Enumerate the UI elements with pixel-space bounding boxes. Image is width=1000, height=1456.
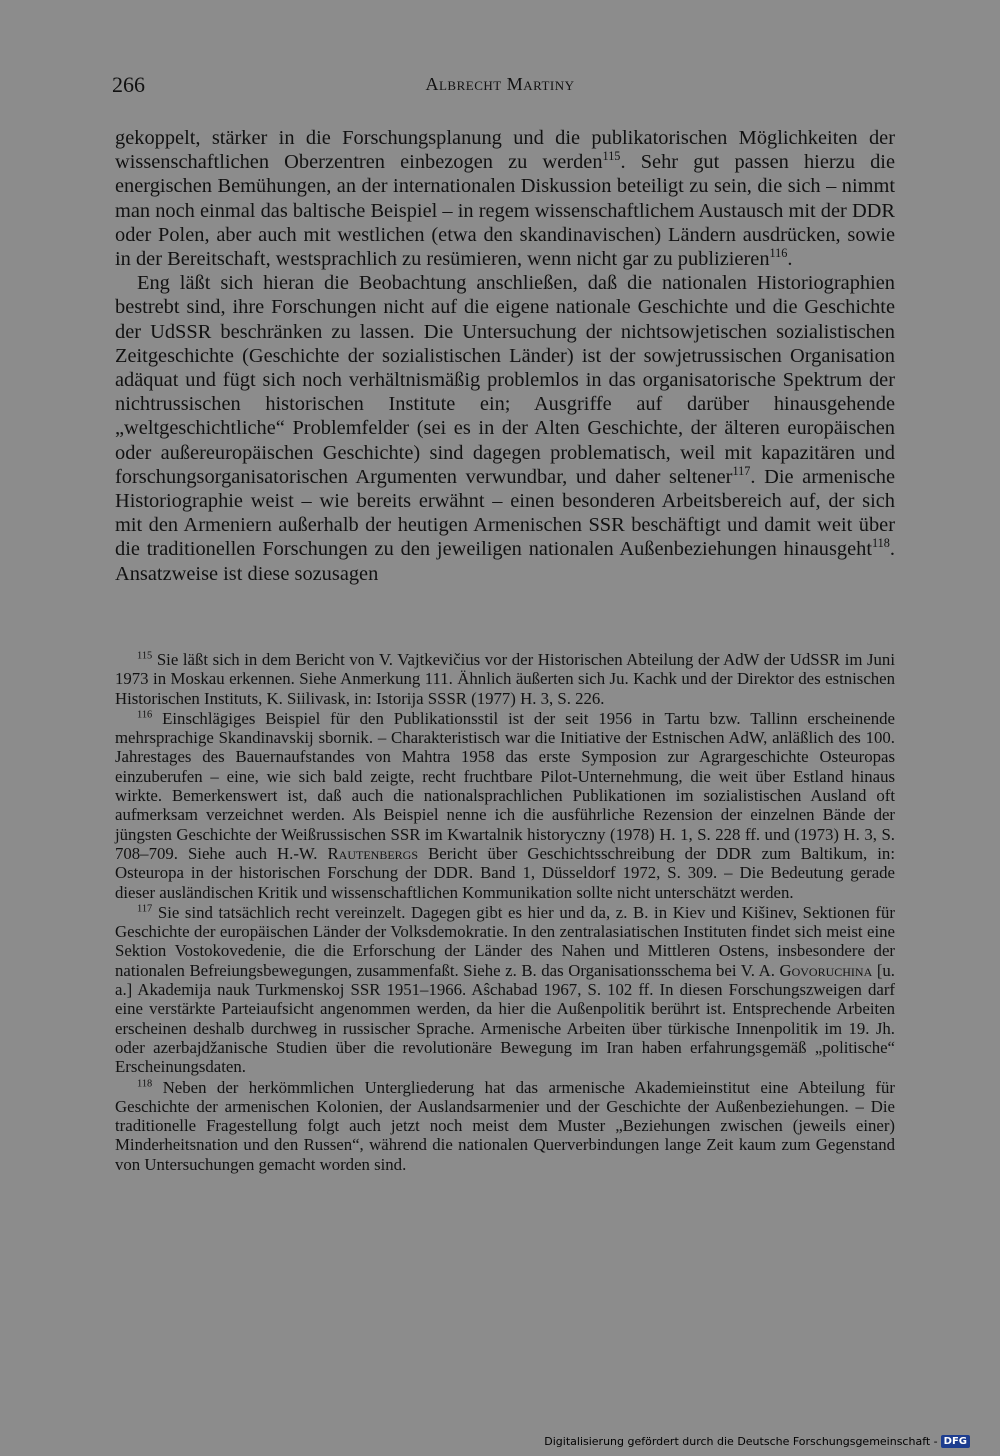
footnote-text: [u. a.] Akademija nauk Turkmenskoj SSR 1951–1966. Aŝchabad 1967, S. 102 ff. In diesen Forschungszweigen darf eine verstärkte Parteiaufsicht angenommen werden, da hier die Außenpolitik berührt ist. Entsprechende Arbeiten erscheinen deshalb durchweg in russischer Sprache. Armenische Arbeiten über türkische Innenpolitik im 19. Jh. oder azerbajdžanische Studien über die revolutionäre Bewegung im Iran haben erfahrungsgemäß „politische“ Erscheinungsdaten. <box>115 960 896 1077</box>
footnote-text: Sie läßt sich in dem Bericht von V. Vajtkevičius vor der Historischen Abteilung der AdW der UdSSR im Juni 1973 in Moskau erkennen. Siehe Anmerkung 111. Ähnlich äußerten sich Ju. Kachk und der Direktor des estnischen Historischen Instituts, K. Siilivask, in: Istorija SSSR (1977) H. 3, S. 226. <box>115 650 895 708</box>
footnote-ref-117[interactable]: 117 <box>732 464 751 479</box>
footnote-text: Bericht über Geschichtsschreibung der DDR zum Baltikum, in: Osteuropa in der historischen Forschung der DDR. Band 1, Düsseldorf 1972, S. 309. – Die Bedeutung gerade dieser ausländischen Kritik und wissenschaftlichen Kommunikation sollte nicht unterschätzt werden. <box>115 843 895 902</box>
footnote-ref-116[interactable]: 116 <box>769 246 788 261</box>
footnote-text: Einschlägiges Beispiel für den Publikationsstil ist der seit 1956 in Tartu bzw. Tallinn erscheinende mehrsprachige Skandinavskij sbornik. – Charakteristisch war die Initiative der Estnischen AdW, anläßlich des 100. Jahrestages des Bauernaufstandes von Mahtra 1958 das erste Symposion zur Agrargeschichte Osteuropas einzuberufen – eine, wie sich bald zeigte, recht fruchtbare Pilot-Unternehmung, die weit über Estland hinaus wirkte. Bemerkenswert ist, daß auch die nationalsprachlichen Publikationen im sozialistischen Ausland oft aufmerksam verzeichnet werden. Als Beispiel nenne ich die ausführliche Rezension der einzelnen Bände der jüngsten Geschichte der Weißrussischen SSR im Kwartalnik historyczny (1978) H. 1, S. 228 ff. und (1973) H. 3, S. 708–709. Siehe auch H.-W. <box>115 708 895 863</box>
footnote-text: Neben der herkömmlichen Untergliederung hat das armenische Akademieinstitut eine Abteilung für Geschichte der armenischen Kolonien, der Auslandsarmenier und der Geschichte der Außenbeziehungen. – Die traditionelle Fragestellung folgt auch jetzt noch meist dem Muster „Beziehungen zwischen (jeweils einer) Minderheitsnation und den Russen“, während die nationalen Querverbindungen lange Zeit kaum zum Gegenstand von Untersuchungen gemacht worden sind. <box>115 1077 895 1174</box>
paragraph-text: gekoppelt, stärker in die Forschungsplanung und die publikatorischen Möglichkeiten der wissenschaftlichen Oberzentren einbezogen zu werden <box>115 127 895 174</box>
footnote-ref-115[interactable]: 115 <box>602 149 621 164</box>
footnote-117 <box>115 903 895 1077</box>
footnote-118 <box>115 1078 895 1174</box>
footnote-number: 116 <box>137 709 153 721</box>
page-number: 266 <box>112 72 145 97</box>
paragraph-text: . Die armenische Historiographie weist – wie bereits erwähnt – einen besonderen Arbeitsbereich auf, der sich mit den Armeniern außerhalb der heutigen Armenischen SSR beschäftigt und damit weit über die traditionellen Forschungen zu den jeweiligen nationalen Außenbeziehungen hinausgeht <box>115 465 896 561</box>
running-head: Albrecht Martiny <box>425 74 575 94</box>
paragraph-1 <box>115 126 895 271</box>
paragraph-2 <box>115 271 895 586</box>
author-name: Govoruchina <box>779 960 873 980</box>
footnote-ref-118[interactable]: 118 <box>871 536 890 551</box>
dfg-logo-icon: DFG <box>941 1435 970 1448</box>
footnote-116 <box>115 709 895 902</box>
paragraph-text: . <box>787 248 793 271</box>
author-name: Rautenbergs <box>327 843 419 863</box>
footnote-text: Sie sind tatsächlich recht vereinzelt. Dagegen gibt es hier und da, z. B. in Kiev und Kišinev, Sektionen für Geschichte der europäischen Länder der Volksdemokratie. In den zentralasiatischen Instituten findet sich meist eine Sektion Vostokovedenie, die die Erforschung der Länder des Nahen und Mittleren Ostens, insbesondere der nationalen Befreiungsbewegungen, zusammenfaßt. Siehe z. B. das Organisationsschema bei V. A. <box>115 902 895 980</box>
footnote-number: 117 <box>137 903 153 915</box>
footnote-115 <box>115 650 895 708</box>
footnotes <box>115 650 895 1175</box>
footnote-number: 118 <box>137 1077 153 1089</box>
paragraph-text: Eng läßt sich hieran die Beobachtung anschließen, daß die nationalen Historiographien bestrebt sind, ihre Forschungen nicht auf die eigene nationale Geschichte und die Geschichte der UdSSR beschränken zu lassen. Die Untersuchung der nichtsowjetischen sozialistischen Zeitgeschichte (Geschichte der sozialistischen Länder) ist der sowjetrussischen Organisation adäquat und fügt sich noch verhältnismäßig problemlos in das organisatorische Spektrum der nichtrussischen historischen Institute ein; Ausgriffe auf darüber hinausgehende „weltgeschichtliche“ Problemfelder (sei es in der Alten Geschichte, der älteren europäischen oder außereuropäischen Geschichte) sind dagegen problematisch, weil mit kapazitären und forschungsorganisatorischen Argumenten verwundbar, und daher seltener <box>115 272 895 488</box>
main-text <box>115 126 895 586</box>
digitization-footer <box>544 1435 970 1448</box>
footnote-number: 115 <box>137 650 153 662</box>
paragraph-text: . Ansatzweise ist diese sozusagen <box>115 538 895 585</box>
paragraph-text: . Sehr gut passen hierzu die energischen Bemühungen, an der internationalen Diskussion beteiligt zu sein, die sich – nimmt man noch einmal das baltische Beispiel – in regem wissenschaftlichem Austausch mit der DDR oder Polen, aber auch mit westlichen (etwa den skandinavischen) Ländern ausdrücken, sowie in der Bereitschaft, westsprachlich zu resümieren, wenn nicht gar zu publizieren <box>115 151 895 271</box>
digitization-credit: Digitalisierung gefördert durch die Deutsche Forschungsgemeinschaft - <box>544 1435 938 1448</box>
